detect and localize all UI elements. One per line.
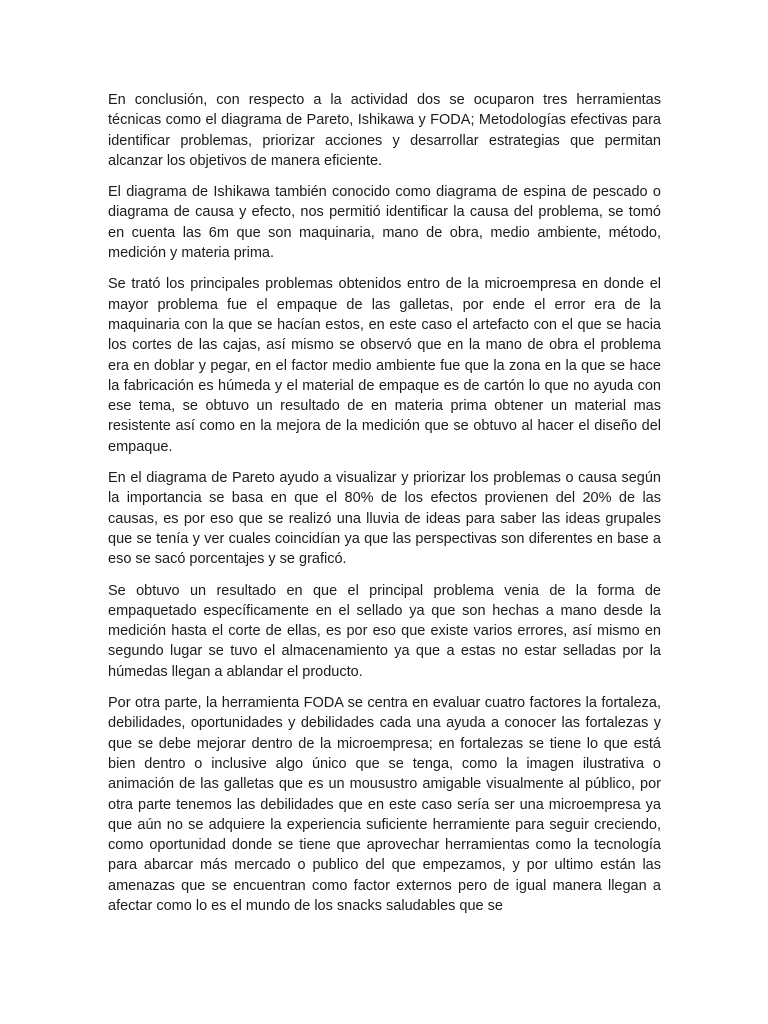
document-page: [108, 90, 661, 927]
paragraph-ishikawa-analysis: Se trató los principales problemas obtenidos entro de la microempresa en donde el mayor problema fue el empaque de las galletas, por ende el error era de la maquinaria con la que se hacían estos, en este caso el artefacto con el que se hacia los cortes de las cajas, así mismo se observó que en la mano de obra el problema era en doblar y pegar, en el factor medio ambiente fue que la zona en la que se hace la fabricación es húmeda y el material de empaque es de cartón lo que no ayuda con ese tema, se obtuvo un resultado de en materia prima obtener un material mas resistente así como en la mejora de la medición que se obtuvo al hacer el diseño del empaque.: [108, 276, 661, 455]
paragraph-pareto: En el diagrama de Pareto ayudo a visualizar y priorizar los problemas o causa según la importancia se basa en que el 80% de los efectos provienen del 20% de las causas, es por eso que se realizó una lluvia de ideas para saber las ideas grupales que se tenía y ver cuales coincidían ya que las perspectivas son diferentes en base a eso se sacó porcentajes y se graficó.: [108, 470, 661, 568]
paragraph-pareto-result: Se obtuvo un resultado en que el principal problema venia de la forma de empaquetado específicamente en el sellado ya que son hechas a mano desde la medición hasta el corte de ellas, es por eso que existe varios errores, así mismo en segundo lugar se tuvo el almacenamiento ya que a estas no estar selladas por la húmedas llegan a ablandar el producto.: [108, 582, 661, 680]
paragraph-ishikawa: El diagrama de Ishikawa también conocido como diagrama de espina de pescado o diagrama de causa y efecto, nos permitió identificar la causa del problema, se tomó en cuenta las 6m que son maquinaria, mano de obra, medio ambiente, método, medición y materia prima.: [108, 184, 661, 262]
paragraph-foda: Por otra parte, la herramienta FODA se centra en evaluar cuatro factores la fortaleza, debilidades, oportunidades y debilidades cada una ayuda a conocer las fortalezas y que se debe mejorar dentro de la microempresa; en fortalezas se tiene lo que está bien dentro o inclusive algo único que se tenga, como la imagen ilustrativa o animación de las galletas que es un mousustro amigable visualmente al público, por otra parte tenemos las debilidades que en este caso sería ser una microempresa ya que aún no se adquiere la experiencia suficiente herramiente para seguir creciendo, como oportunidad donde se tiene que aprovechar herramientas como la tecnología para abarcar más mercado o publico del que empezamos, y por ultimo están las amenazas que se encuentran como factor externos pero de igual manera llegan a afectar como lo es el mundo de los snacks saludables que se: [108, 695, 661, 914]
paragraph-conclusion: En conclusión, con respecto a la actividad dos se ocuparon tres herramientas técnicas como el diagrama de Pareto, Ishikawa y FODA; Metodologías efectivas para identificar problemas, priorizar acciones y desarrollar estrategias que permitan alcanzar los objetivos de manera eficiente.: [108, 92, 661, 169]
